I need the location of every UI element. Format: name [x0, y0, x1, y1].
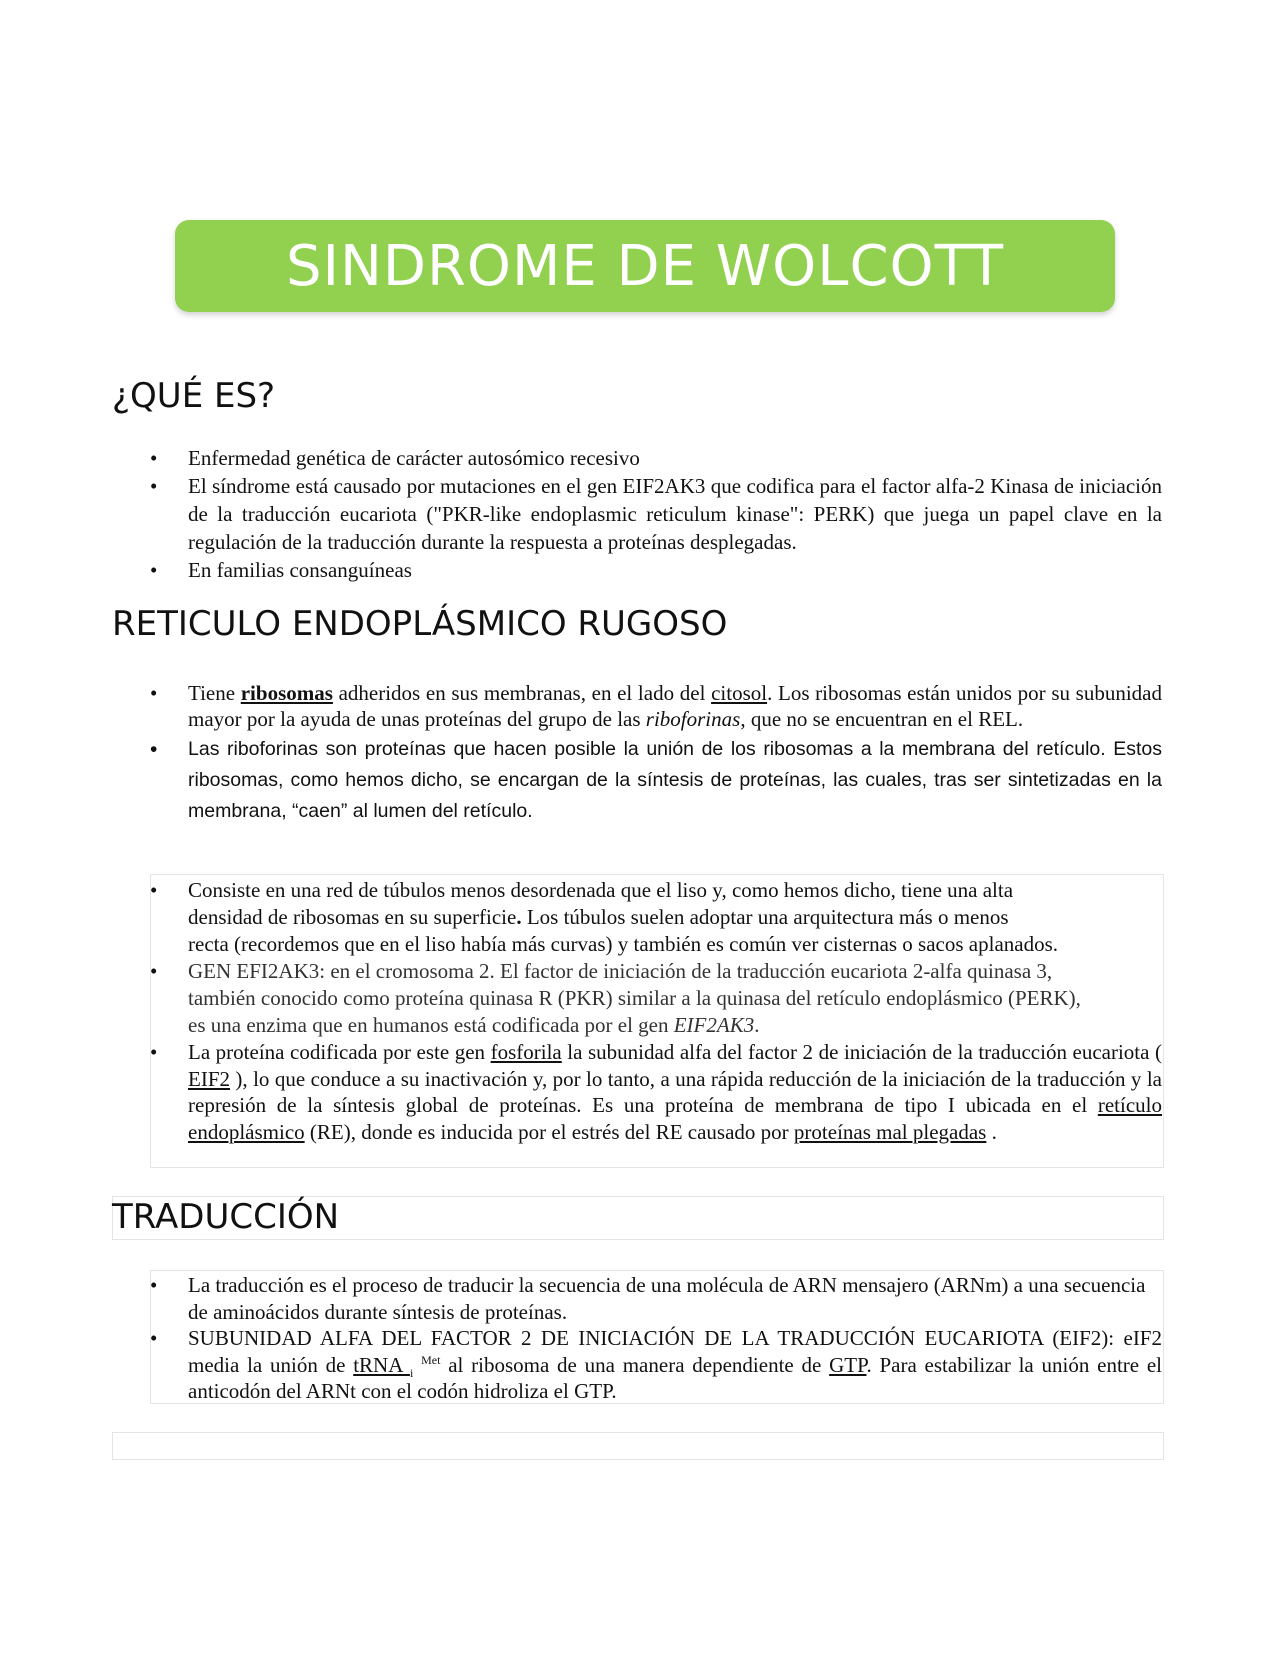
link-fosforila[interactable]: fosforila: [490, 1040, 562, 1064]
heading-reticulo: RETICULO ENDOPLÁSMICO RUGOSO: [112, 604, 728, 644]
link-text: tRNA: [353, 1352, 410, 1377]
link-ribosomas[interactable]: ribosomas: [240, 681, 333, 705]
list-que-es: [150, 444, 1162, 584]
list-reticulo-detalle: [150, 877, 1162, 1145]
text-line: Consiste en una red de túbulos menos desordenada que el liso y, como hemos dicho, tiene una alta: [188, 878, 1014, 902]
document-title: SINDROME DE WOLCOTT: [285, 233, 1005, 299]
list-item-text: El síndrome está causado por mutaciones en el gen EIF2AK3 que codifica para el factor alfa-2 Kinasa de iniciación de la traducción eucariota ("PKR-like endoplasmic reticulum kinase": PERK) que juega un papel clave en la regulación de la traducción durante la respuesta a proteínas desplegadas.: [188, 474, 1162, 554]
list-item: [150, 877, 1162, 958]
list-reticulo: [150, 680, 1162, 827]
superscript: Met: [421, 1352, 441, 1367]
text-run: es una enzima que en humanos está codificada por el gen: [188, 1013, 674, 1037]
text-run: .: [986, 1119, 997, 1144]
link-citosol[interactable]: citosol: [711, 681, 768, 705]
bullet-icon: •: [150, 558, 158, 582]
list-item: [150, 472, 1162, 556]
text-run: la subunidad alfa del factor 2 de iniciación de la traducción eucariota (: [561, 1040, 1162, 1064]
text-run: Los túbulos suelen adoptar una arquitectura más o menos: [521, 905, 1009, 929]
list-item-text: Las riboforinas son proteínas que hacen posible la unión de los ribosomas a la membrana del retículo. Estos ribosomas, como hemos dicho, se encargan de la síntesis de proteínas, las cuales, tras ser sintetizadas en la membrana, “caen” al lumen del retículo.: [188, 738, 1162, 822]
text-line: densidad de ribosomas en su superficie: [188, 905, 517, 929]
list-item: [150, 1272, 1162, 1325]
text-run: ), lo que conduce a su inactivación y, por lo tanto, a una rápida reducción de la iniciación de la traducción y la represión de la síntesis global de proteínas. Es una proteína de membrana de tipo I ubicada en el: [188, 1066, 1162, 1117]
list-item: [150, 1325, 1162, 1405]
text-run: SUBUNIDAD ALFA DEL FACTOR 2 DE INICIACIÓN DE LA TRADUCCIÓN EUCARIOTA (EIF2): eIF2 media la unión de: [188, 1326, 1162, 1377]
text-run: . Los ribosomas están unidos por su subunidad mayor por la ayuda de unas proteínas del grupo de las: [188, 681, 1162, 731]
bullet-icon: •: [150, 681, 158, 705]
bullet-icon: •: [150, 1273, 158, 1297]
text-line: también conocido como proteína quinasa R (PKR) similar a la quinasa del retículo endoplásmico (PERK),: [188, 986, 1081, 1010]
list-item: [150, 958, 1162, 1039]
list-item: [150, 680, 1162, 732]
text-line: recta (recordemos que en el liso había más curvas) y también es común ver cisternas o sacos aplanados.: [188, 932, 1059, 956]
text-run: Tiene: [188, 681, 241, 705]
text-line: GEN EFI2AK3: en el cromosoma 2. El factor de iniciación de la traducción eucariota 2-alfa quinasa 3,: [188, 959, 1053, 983]
link-eif2[interactable]: EIF2: [188, 1066, 230, 1091]
heading-traduccion: TRADUCCIÓN: [112, 1197, 340, 1237]
bullet-icon: •: [150, 1040, 158, 1064]
bullet-icon: •: [150, 474, 158, 498]
link-proteinas-mal-plegadas[interactable]: proteínas mal plegadas: [793, 1119, 987, 1144]
list-item: [150, 444, 1162, 472]
bullet-icon: •: [150, 959, 158, 983]
list-item: [150, 556, 1162, 584]
text-run: .: [754, 1013, 760, 1037]
text-run: , que no se encuentran en el REL.: [740, 707, 1024, 731]
bullet-icon: •: [150, 1326, 158, 1350]
bullet-icon: •: [150, 878, 158, 902]
list-traduccion: [150, 1272, 1162, 1405]
text-run: La proteína codificada por este gen: [188, 1040, 491, 1064]
gene-name: EIF2AK3: [673, 1013, 755, 1037]
link-reticulo-endoplasmico[interactable]: retículo endoplásmico: [188, 1093, 1162, 1144]
text-run: al ribosoma de una manera dependiente de: [440, 1352, 830, 1377]
heading-que-es: ¿QUÉ ES?: [112, 376, 276, 416]
subscript: i: [409, 1365, 414, 1380]
empty-text-frame: [112, 1432, 1164, 1460]
text-run: . Para estabilizar la unión entre el anticodón del ARNt con el codón hidroliza el GTP.: [188, 1352, 1163, 1403]
link-gtp[interactable]: GTP: [829, 1352, 867, 1377]
list-item: [150, 734, 1162, 827]
link-trna[interactable]: [353, 1352, 414, 1380]
list-item-text: En familias consanguíneas: [188, 558, 412, 582]
list-item-text: Enfermedad genética de carácter autosómico recesivo: [188, 446, 640, 470]
text-run: (RE), donde es inducida por el estrés del RE causado por: [304, 1119, 794, 1144]
text-run: adheridos en sus membranas, en el lado del: [332, 681, 712, 705]
title-banner: [175, 220, 1115, 312]
list-item-text: La traducción es el proceso de traducir la secuencia de una molécula de ARN mensajero (ARNm) a una secuencia de aminoácidos durante síntesis de proteínas.: [188, 1273, 1146, 1324]
bullet-icon: •: [150, 446, 158, 470]
text-run: .: [516, 905, 522, 929]
italic-riboforinas: riboforinas: [645, 707, 741, 731]
bullet-icon: •: [150, 738, 158, 761]
list-item: [150, 1039, 1162, 1145]
